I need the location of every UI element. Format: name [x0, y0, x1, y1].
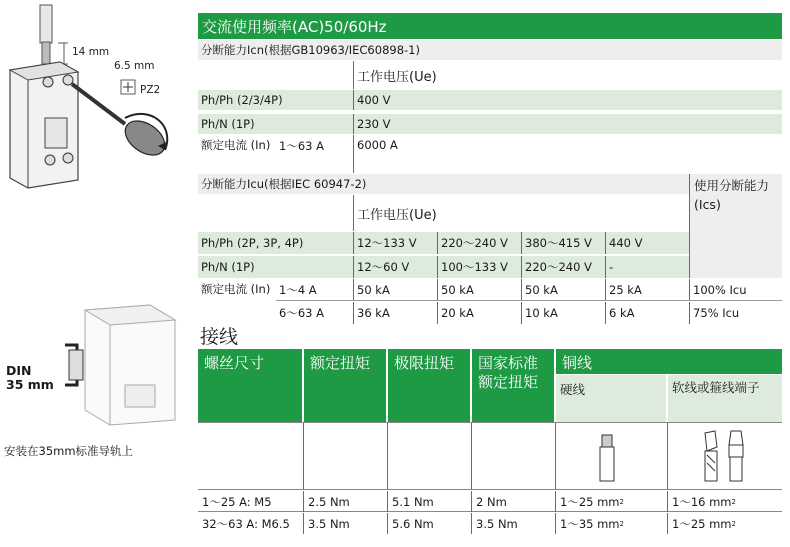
- icn-row-label: Ph/Ph (2/3/4P): [201, 93, 283, 107]
- icn-row-phn: [198, 114, 782, 134]
- screwdriver-size: PZ2: [140, 84, 161, 96]
- icu-rated-value: 20 kA: [437, 302, 521, 324]
- icu-row-value: 100～133 V: [437, 256, 521, 278]
- icu-rated-label: 额定电流 (In): [201, 282, 271, 296]
- header-rated-torque: 额定扭矩: [304, 349, 386, 422]
- wiring-image-row: [198, 422, 782, 490]
- icu-row-value: 380～415 V: [521, 232, 605, 254]
- icn-row-phph: [198, 90, 782, 110]
- ics-value: 100% Icu: [689, 279, 782, 300]
- icu-rated-value: 10 kA: [521, 302, 605, 324]
- icn-voltage-header-row: [198, 61, 782, 89]
- icu-row-label: Ph/Ph (2P, 3P, 4P): [201, 236, 304, 250]
- din-caption: 安装在35mm标准导轨上: [4, 444, 134, 458]
- ics-header: 使用分断能力(Ics): [689, 174, 782, 278]
- header-flexible: 软线或箍线端子: [668, 375, 782, 422]
- header-screw: 螺丝尺寸: [198, 349, 302, 422]
- wiring-national: 2 Nm: [471, 491, 555, 512]
- icu-title: 分断能力Icu(根据IEC 60947-2): [201, 177, 367, 191]
- wiring-rigid: 1～35 mm 2: [555, 513, 667, 534]
- wiring-rated: 2.5 Nm: [303, 491, 387, 512]
- icu-row-value: 220～240 V: [437, 232, 521, 254]
- wiring-screw: 1～25 A: M5: [202, 494, 272, 509]
- header-rigid: 硬线: [556, 375, 666, 422]
- left-illustrations: [0, 0, 195, 547]
- icu-rated-value: 50 kA: [521, 279, 605, 300]
- icu-row-phn: [198, 256, 689, 278]
- wiring-flexible: 1～16 mm 2: [667, 491, 782, 512]
- icu-voltage-header-row: [198, 195, 689, 231]
- rigid-wire-icon: [596, 433, 620, 483]
- icu-rated-value: 6 kA: [605, 302, 689, 324]
- icn-row-label: Ph/N (1P): [201, 117, 255, 131]
- header-limit-torque: 极限扭矩: [388, 349, 470, 422]
- wiring-national: 3.5 Nm: [471, 513, 555, 534]
- icn-title-row: [198, 40, 782, 60]
- icu-row-value: 12～133 V: [353, 232, 437, 254]
- icu-row-label: Ph/N (1P): [201, 260, 255, 274]
- icu-row-value: 12～60 V: [353, 256, 437, 278]
- wiring-rated: 3.5 Nm: [303, 513, 387, 534]
- icu-row-value: -: [605, 256, 689, 278]
- icn-title: 分断能力Icn(根据GB10963/IEC60898-1): [201, 43, 420, 57]
- wiring-limit: 5.1 Nm: [387, 491, 471, 512]
- icu-title-row: [198, 174, 689, 194]
- header-national-torque: 国家标准额定扭矩: [472, 349, 554, 422]
- icu-rated-value: 50 kA: [437, 279, 521, 300]
- dimension-6-5mm: 6.5 mm: [114, 60, 155, 72]
- header-copper: 铜线: [556, 349, 782, 374]
- icn-rated-value: 6000 A: [353, 135, 782, 173]
- icu-rated-value: 50 kA: [353, 279, 437, 300]
- ics-value: 75% Icu: [689, 302, 782, 324]
- icu-row-phph: [198, 232, 689, 254]
- din-rail-breaker-illustration: [55, 290, 195, 430]
- flexible-wire-icon: [701, 429, 751, 485]
- icn-rated-row: [198, 135, 782, 173]
- dimension-14mm: 14 mm: [72, 46, 110, 58]
- wiring-screw: 32～63 A: M6.5: [202, 516, 290, 531]
- icu-rated-value: 36 kA: [353, 302, 437, 324]
- wiring-limit: 5.6 Nm: [387, 513, 471, 534]
- icu-rated-value: 25 kA: [605, 279, 689, 300]
- icu-row-value: 440 V: [605, 232, 689, 254]
- icn-voltage-header: 工作电压(Ue): [353, 61, 782, 89]
- wiring-flexible: 1～25 mm 2: [667, 513, 782, 534]
- icu-rated-range: 6～63 A: [279, 306, 324, 320]
- icu-rated-row: [276, 279, 782, 301]
- din-label: DIN 35 mm: [6, 363, 54, 392]
- icn-rated-label: 额定电流 (In): [201, 138, 271, 152]
- icn-row-value: 230 V: [353, 114, 782, 134]
- breaker-screwdriver-illustration: [0, 0, 195, 200]
- icn-rated-range: 1～63 A: [279, 139, 324, 153]
- icu-row-value: 220～240 V: [521, 256, 605, 278]
- spec-title: 交流使用频率(AC)50/60Hz: [198, 13, 782, 39]
- icu-voltage-header: 工作电压(Ue): [353, 195, 689, 231]
- icn-row-value: 400 V: [353, 90, 782, 110]
- wiring-rigid: 1～25 mm 2: [555, 491, 667, 512]
- icu-rated-range: 1～4 A: [279, 282, 317, 297]
- icu-rated-row: [276, 302, 782, 324]
- wiring-title: 接线: [200, 326, 239, 348]
